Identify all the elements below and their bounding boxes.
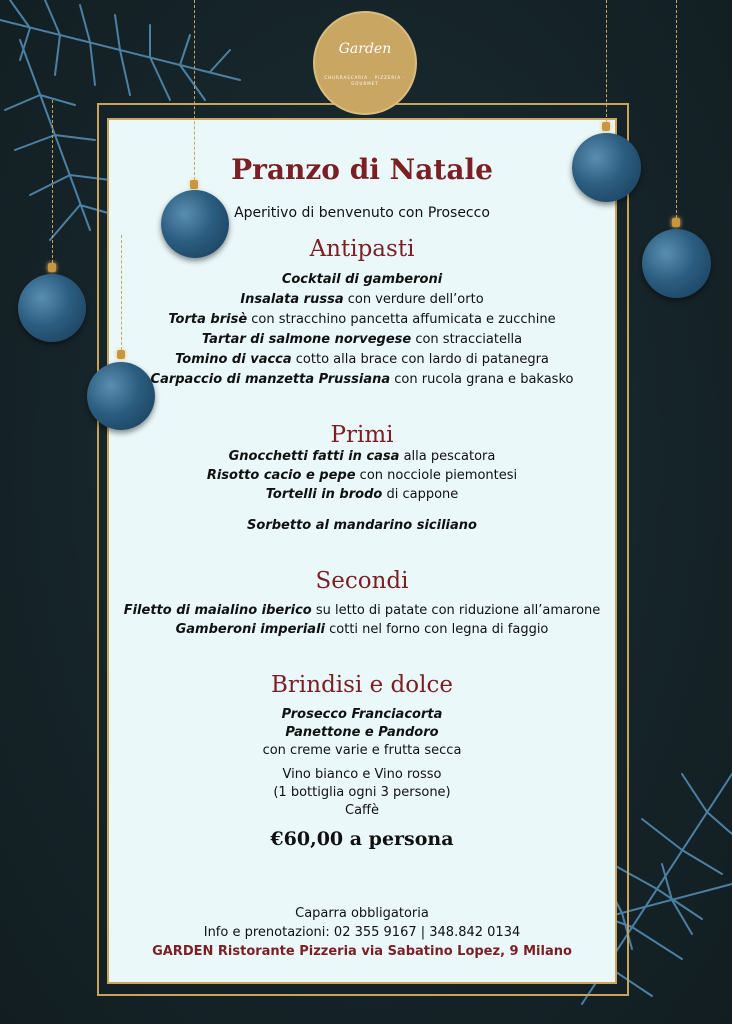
- menu-item: Gnocchetti fatti in casa alla pescatora: [228, 449, 496, 464]
- welcome-aperitif: Aperitivo di benvenuto con Prosecco: [234, 205, 490, 221]
- menu-item: Tortelli in brodo di cappone: [265, 487, 459, 502]
- footer: [107, 904, 617, 961]
- wine-line: Vino bianco e Vino rosso: [282, 767, 442, 782]
- primi-list: [107, 447, 617, 504]
- contact-info: Info e prenotazioni: 02 355 9167 | 348.842 0134: [203, 925, 521, 940]
- secondi-list: [107, 601, 617, 639]
- section-primi-heading: Primi: [330, 422, 394, 448]
- ornament-string: [52, 100, 54, 263]
- logo-name: Garden: [338, 41, 392, 57]
- ornament-cap: [672, 218, 680, 227]
- christmas-ornament-icon: [18, 274, 86, 342]
- menu-item: Insalata russa con verdure dell’orto: [240, 292, 484, 307]
- price: €60,00 a persona: [270, 828, 454, 850]
- menu-item: Carpaccio di manzetta Prussiana con rucola grana e bakasko: [150, 372, 574, 387]
- ornament-cap: [602, 122, 610, 131]
- section-brindisi-heading: Brindisi e dolce: [271, 672, 453, 698]
- drinks-list: [107, 766, 617, 820]
- bottle-line: (1 bottiglia ogni 3 persone): [273, 785, 451, 800]
- menu-item: Prosecco Franciacorta: [281, 707, 443, 722]
- coffee-line: Caffè: [345, 803, 379, 818]
- menu-item: Tartar di salmone norvegese con stracciatella: [201, 332, 523, 347]
- restaurant-address: GARDEN Ristorante Pizzeria via Sabatino Lopez, 9 Milano: [152, 944, 572, 959]
- ornament-string: [676, 0, 678, 218]
- menu-item: Risotto cacio e pepe con nocciole piemontesi: [206, 468, 518, 483]
- menu-item: Cocktail di gamberoni: [281, 272, 443, 287]
- menu-item: Tomino di vacca cotto alla brace con lardo di patanegra: [175, 352, 549, 367]
- menu-title: Pranzo di Natale: [231, 153, 493, 186]
- menu-item: Torta brisè con stracchino pancetta affumicata e zucchine: [168, 312, 556, 327]
- menu-item-desc: con creme varie e frutta secca: [262, 743, 462, 758]
- sorbetto: Sorbetto al mandarino siciliano: [247, 518, 477, 533]
- menu-item: Gamberoni imperiali cotti nel forno con legna di faggio: [175, 622, 549, 637]
- menu-item: Panettone e Pandoro: [285, 725, 439, 740]
- deposit-note: Caparra obbligatoria: [295, 906, 429, 921]
- ornament-string: [606, 0, 608, 122]
- section-secondi-heading: Secondi: [315, 568, 409, 594]
- brindisi-list: [107, 706, 617, 760]
- antipasti-list: [107, 270, 617, 390]
- ornament-cap: [48, 263, 56, 272]
- menu-item: Filetto di maialino iberico su letto di patate con riduzione all’amarone: [123, 603, 601, 618]
- garden-logo: [313, 11, 417, 115]
- section-antipasti-heading: Antipasti: [309, 236, 415, 262]
- logo-subtitle: CHURRASCARIA · PIZZERIA · GOURMET: [324, 75, 406, 86]
- christmas-ornament-icon: [642, 229, 711, 298]
